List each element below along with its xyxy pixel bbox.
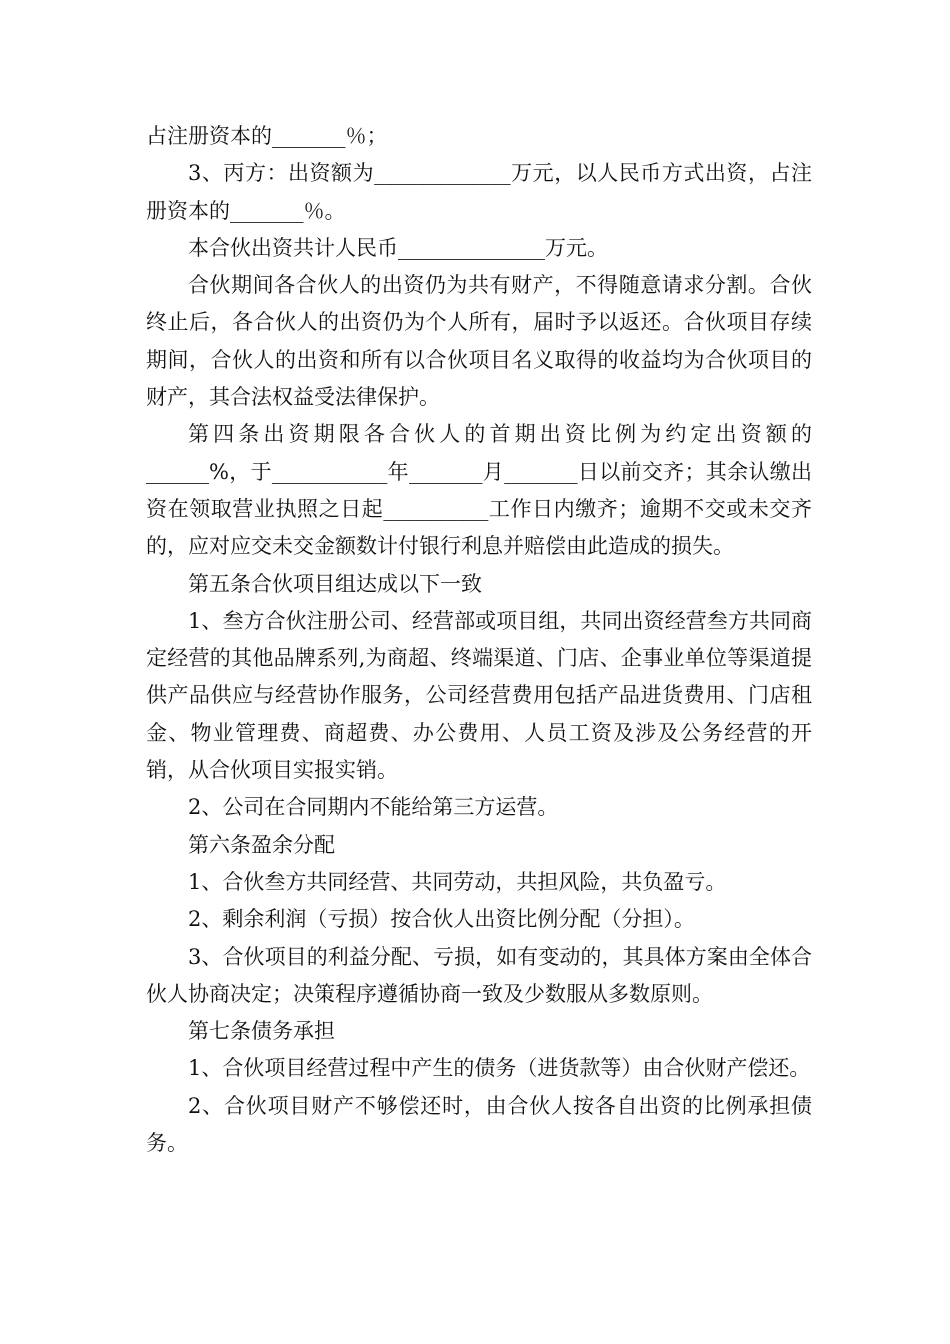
paragraph-article-5-item-2: 2、公司在合同期内不能给第三方运营。	[188, 795, 559, 820]
heading-article-6: 第六条盈余分配	[188, 832, 335, 857]
paragraph-article-7-item-1: 1、合伙项目经营过程中产生的债务（进货款等）由合伙财产偿还。	[188, 1056, 811, 1081]
paragraph-article-4-contribution-term: 第四条出资期限各合伙人的首期出资比例为约定出资额的______%，于___________年_______月_______日以前交齐；其余认缴出资在领取营业执照之日起__________工作日内缴齐；逾期不交或未交齐的，应对应交未交金额数计付银行利息并赔偿由此造成的损失。	[146, 422, 812, 559]
heading-article-5: 第五条合伙项目组达成以下一致	[188, 571, 482, 596]
paragraph-article-6-item-2: 2、剩余利润（亏损）按合伙人出资比例分配（分担）。	[188, 907, 695, 932]
document-body	[146, 118, 812, 1162]
paragraph-joint-property: 合伙期间各合伙人的出资仍为共有财产，不得随意请求分割。合伙终止后，各合伙人的出资仍为个人所有，届时予以返还。合伙项目存续期间，合伙人的出资和所有以合伙项目名义取得的收益均为合伙项目的财产，其合法权益受法律保护。	[146, 273, 812, 410]
paragraph-article-5-item-1: 1、叁方合伙注册公司、经营部或项目组，共同出资经营叁方共同商定经营的其他品牌系列,为商超、终端渠道、门店、企事业单位等渠道提供产品供应与经营协作服务，公司经营费用包括产品进货费用、门店租金、物业管理费、商超费、办公费用、人员工资及涉及公务经营的开销，从合伙项目实报实销。	[146, 608, 812, 783]
paragraph-article-6-item-3: 3、合伙项目的利益分配、亏损，如有变动的，其具体方案由全体合伙人协商决定；决策程序遵循协商一致及少数服从多数原则。	[146, 944, 812, 1006]
paragraph-total-contribution: 本合伙出资共计人民币______________万元。	[188, 235, 608, 260]
paragraph-article-6-item-1: 1、合伙叁方共同经营、共同劳动，共担风险，共负盈亏。	[188, 869, 727, 894]
paragraph-party-c-contribution: 3、丙方：出资额为_____________万元，以人民币方式出资，占注册资本的_______％。	[146, 161, 812, 223]
heading-article-7: 第七条债务承担	[188, 1019, 335, 1044]
paragraph-share-ratio-continued: 占注册资本的_______％；	[146, 124, 388, 148]
paragraph-article-7-item-2: 2、合伙项目财产不够偿还时，由合伙人按各自出资的比例承担债务。	[146, 1093, 812, 1156]
